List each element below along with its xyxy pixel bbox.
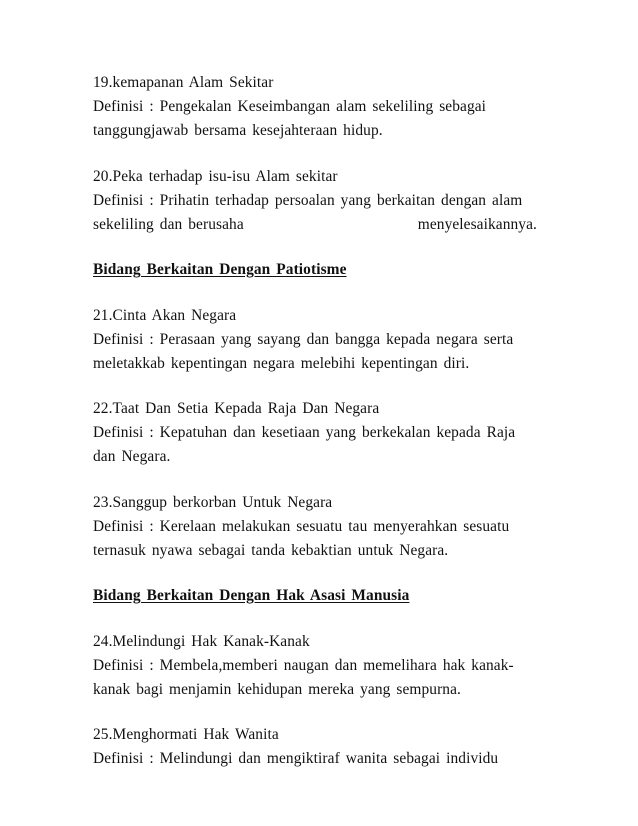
item-title: 22.Taat Dan Setia Kepada Raja Dan Negara [93, 400, 380, 417]
item-definition-line [93, 213, 553, 237]
item-21 [93, 304, 553, 376]
item-title: 20.Peka terhadap isu-isu Alam sekitar [93, 167, 338, 185]
item-19 [93, 71, 553, 143]
item-definition-line: kanak bagi menjamin kehidupan mereka yang sempurna. [93, 680, 461, 698]
item-25 [93, 723, 553, 771]
item-22 [93, 397, 553, 469]
definition-left-text: sekeliling dan berusaha [93, 215, 244, 233]
item-definition-line: Definisi : Pengekalan Keseimbangan alam sekeliling sebagai [93, 98, 487, 115]
item-title: 25.Menghormati Hak Wanita [93, 726, 279, 743]
item-title: 23.Sanggup berkorban Untuk Negara [93, 493, 333, 511]
document-body [93, 71, 553, 771]
item-definition-line: Definisi : Prihatin terhadap persoalan yang berkaitan dengan alam [93, 191, 523, 209]
item-definition-line: Definisi : Membela,memberi naugan dan memelihara hak kanak- [93, 656, 514, 674]
item-definition-line: dan Negara. [93, 448, 171, 465]
section-heading-patriotisme: Bidang Berkaitan Dengan Patiotisme [93, 261, 347, 278]
item-24 [93, 630, 553, 702]
item-definition-line: ternasuk nyawa sebagai tanda kebaktian untuk Negara. [93, 541, 449, 559]
item-title: 19.kemapanan Alam Sekitar [93, 74, 274, 91]
section-heading-hak-asasi: Bidang Berkaitan Dengan Hak Asasi Manusia [93, 587, 410, 604]
item-definition-line: Definisi : Kepatuhan dan kesetiaan yang berkekalan kepada Raja [93, 424, 516, 441]
item-definition-line: tanggungjawab bersama kesejahteraan hidup. [93, 122, 383, 139]
item-title: 24.Melindungi Hak Kanak-Kanak [93, 632, 310, 650]
item-definition-line: meletakkab kepentingan negara melebihi kepentingan diri. [93, 354, 470, 372]
item-definition-line: Definisi : Perasaan yang sayang dan bangga kepada negara serta [93, 330, 514, 348]
item-title: 21.Cinta Akan Negara [93, 306, 237, 324]
item-23 [93, 491, 553, 563]
item-definition-line: Definisi : Kerelaan melakukan sesuatu tau menyerahkan sesuatu [93, 517, 510, 535]
item-20 [93, 165, 553, 237]
definition-right-text: menyelesaikannya. [417, 215, 537, 233]
item-definition-line: Definisi : Melindungi dan mengiktiraf wanita sebagai individu [93, 750, 499, 767]
